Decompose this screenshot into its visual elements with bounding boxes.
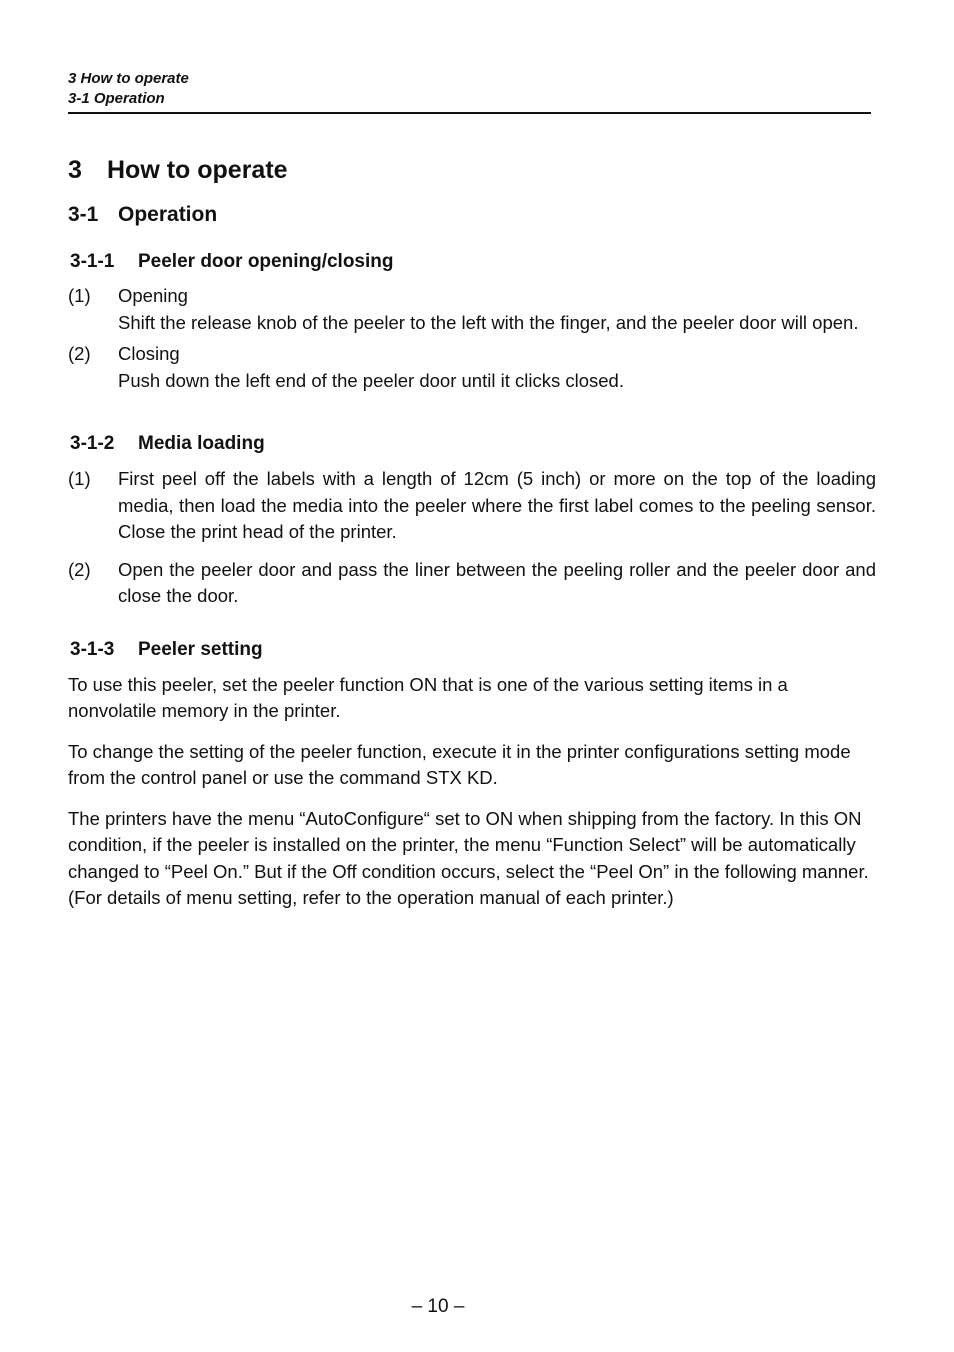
running-header-chapter: 3 How to operate bbox=[68, 70, 189, 87]
document-page bbox=[68, 0, 876, 1352]
subsection-heading-1 bbox=[68, 248, 876, 276]
door-steps-list bbox=[68, 283, 876, 394]
header-rule bbox=[68, 112, 871, 114]
list-item bbox=[68, 341, 876, 368]
list-item-title: Opening bbox=[118, 285, 188, 306]
main-content bbox=[68, 152, 876, 912]
list-item-text: Shift the release knob of the peeler to the left with the finger, and the peeler door will open. bbox=[118, 311, 859, 333]
subsection-heading-3 bbox=[68, 636, 876, 664]
chapter-heading bbox=[68, 152, 876, 188]
paragraph: The printers have the menu “AutoConfigure“ set to ON when shipping from the factory. In this ON condition, if the peeler is installed on the printer, the menu “Function Select” will be automatically changed to “Peel On.” But if the Off condition occurs, select the “Peel On” in the following manner. (For details of menu setting, refer to the operation manual of each printer.) bbox=[68, 807, 869, 908]
running-header-section: 3-1 Operation bbox=[68, 90, 165, 107]
list-item-text: Push down the left end of the peeler door until it clicks closed. bbox=[118, 369, 624, 391]
section-heading bbox=[68, 200, 876, 230]
paragraph: To change the setting of the peeler function, execute it in the printer configurations setting mode from the control panel or use the command STX KD. bbox=[68, 740, 851, 788]
list-marker: (1) bbox=[68, 285, 91, 306]
list-item-title: Closing bbox=[118, 343, 180, 364]
section-title: Operation bbox=[118, 203, 218, 226]
list-marker: (2) bbox=[68, 343, 91, 364]
list-item bbox=[68, 466, 876, 546]
list-marker: (2) bbox=[68, 558, 91, 580]
list-item bbox=[68, 283, 876, 310]
subsection-number: 3-1-2 bbox=[70, 433, 115, 454]
list-item-text: First peel off the labels with a length of 12cm (5 inch) or more on the top of the loading media, then load the media into the peeler where the first label comes to the peeling sensor. Close the print head of the printer. bbox=[118, 468, 876, 542]
subsection-heading-2 bbox=[68, 430, 876, 458]
paragraph: To use this peeler, set the peeler function ON that is one of the various setting items in a nonvolatile memory in the printer. bbox=[68, 673, 788, 721]
subsection-title: Peeler setting bbox=[138, 638, 263, 660]
list-marker: (1) bbox=[68, 468, 91, 489]
list-item bbox=[68, 557, 876, 610]
list-item-text: Open the peeler door and pass the liner between the peeling roller and the peeler door and close the door. bbox=[118, 558, 876, 606]
subsection-number: 3-1-3 bbox=[70, 638, 115, 660]
subsection-title: Media loading bbox=[138, 433, 265, 454]
page-number: – 10 – bbox=[411, 1296, 465, 1317]
chapter-title: How to operate bbox=[107, 156, 288, 184]
running-header bbox=[68, 69, 871, 109]
section-number: 3-1 bbox=[68, 203, 99, 226]
subsection-title: Peeler door opening/closing bbox=[138, 251, 394, 272]
subsection-number: 3-1-1 bbox=[70, 251, 115, 272]
media-loading-list bbox=[68, 466, 876, 610]
chapter-number: 3 bbox=[68, 156, 82, 184]
